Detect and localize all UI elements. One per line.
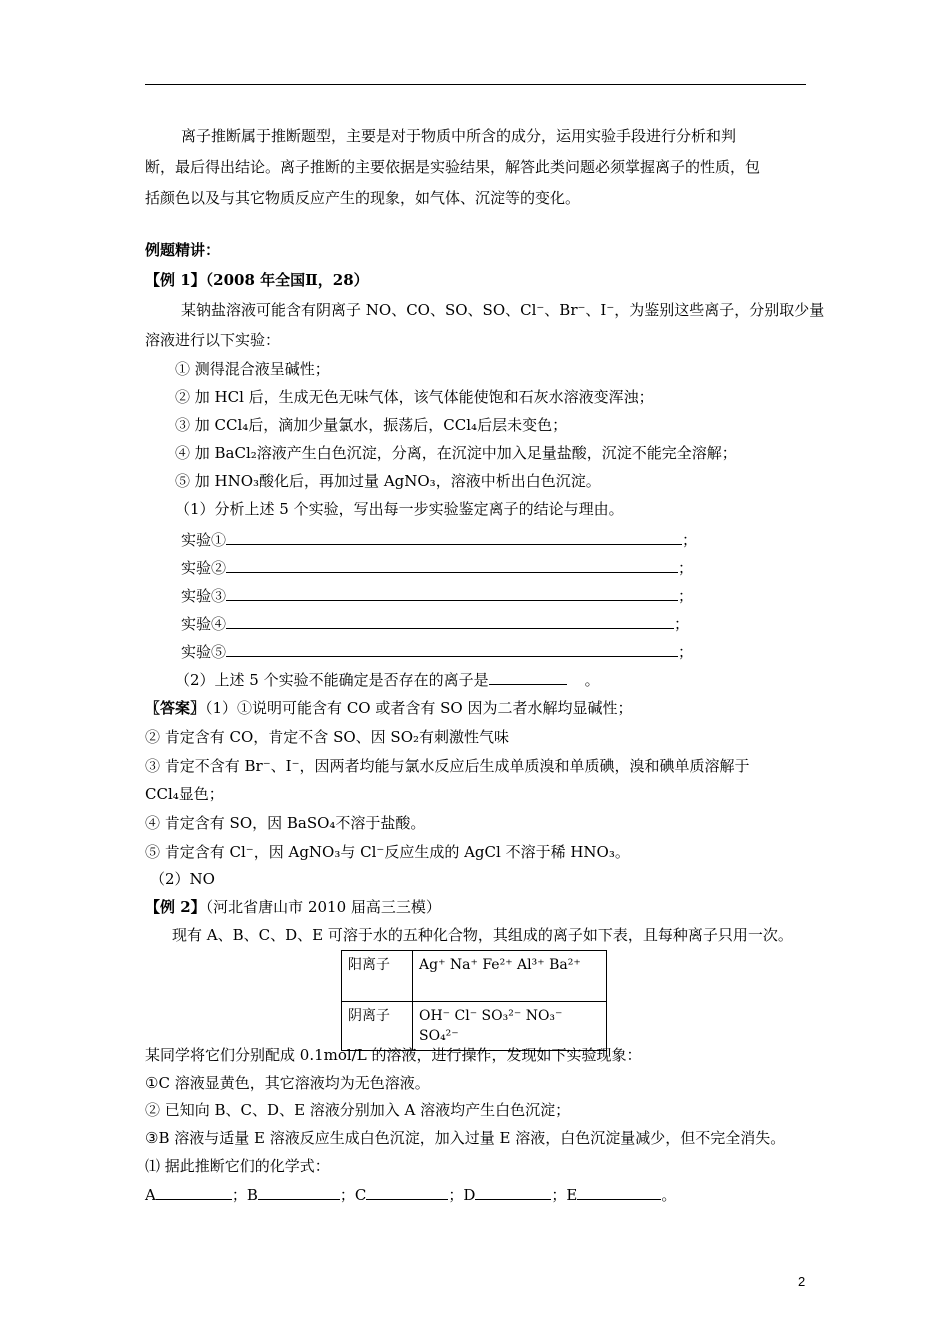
example-2-line-2: ①C 溶液显黄色，其它溶液均为无色溶液。 (145, 1074, 430, 1092)
example-1-tag: 【例 1】 (145, 271, 206, 289)
ion-table (341, 950, 607, 1051)
question-1: （1）分析上述 5 个实验，写出每一步实验鉴定离子的结论与理由。 (175, 500, 624, 518)
formula-blanks (145, 1184, 676, 1205)
formula-label-d: ；D (448, 1186, 476, 1204)
example-2-line-4: ③B 溶液与适量 E 溶液反应生成白色沉淀，加入过量 E 溶液，白色沉淀量减少，但不完全消失。 (145, 1129, 786, 1147)
example-2-heading (145, 897, 441, 917)
intro-line-2: 断，最后得出结论。离子推断的主要依据是实验结果，解答此类问题必须掌握离子的性质，包 (145, 158, 761, 176)
answer-line-3: ③ 肯定不含有 Br⁻、I⁻，因两者均能与氯水反应后生成单质溴和单质碘，溴和碘单质溶解于 (145, 757, 750, 775)
answer-line-4: CCl₄显色； (145, 785, 224, 803)
step-3: ③ 加 CCl₄后，滴加少量氯水，振荡后，CCl₄后层未变色； (175, 416, 568, 434)
question-2-end: 。 (584, 671, 600, 689)
cation-label: 阳离子 (342, 951, 413, 1002)
blank-end-1: ； (682, 531, 698, 549)
formula-blank-b[interactable] (258, 1184, 340, 1200)
table-row (342, 951, 607, 1002)
formula-blank-e[interactable] (577, 1184, 661, 1200)
blank-line-4 (181, 613, 689, 634)
answer-blank-1[interactable] (226, 529, 682, 545)
anion-list: OH⁻ Cl⁻ SO₃²⁻ NO₃⁻ SO₄²⁻ (413, 1002, 607, 1051)
question-2 (175, 669, 600, 690)
answer-line-6: ⑤ 肯定含有 Cl⁻，因 AgNO₃与 Cl⁻反应生成的 AgCl 不溶于稀 HNO₃。 (145, 843, 630, 861)
answer-blank-2[interactable] (226, 557, 678, 573)
answer-line-1 (145, 698, 632, 718)
blank-end-2: ； (678, 559, 694, 577)
intro-line-3: 括颜色以及与其它物质反应产生的现象，如气体、沉淀等的变化。 (145, 189, 581, 207)
example-1-stem-1: 某钠盐溶液可能含有阴离子 NO、CO、SO、SO、Cl⁻、Br⁻、I⁻，为鉴别这些离子，分别取少量 (181, 301, 825, 319)
formula-blank-d[interactable] (475, 1184, 551, 1200)
formula-label-b: ；B (231, 1186, 258, 1204)
example-1-source: （2008 年全国Ⅱ，28） (205, 271, 369, 289)
blank-label-5: 实验⑤ (181, 643, 227, 661)
step-4: ④ 加 BaCl₂溶液产生白色沉淀，分离，在沉淀中加入足量盐酸，沉淀不能完全溶解； (175, 444, 737, 462)
blank-line-5 (181, 641, 693, 662)
answer-tag: 〖答案〗 (145, 699, 206, 717)
formula-label-a: A (145, 1186, 156, 1204)
example-2-stem: 现有 A、B、C、D、E 可溶于水的五种化合物，其组成的离子如下表，且每种离子只用一次。 (172, 926, 793, 944)
example-2-source: （河北省唐山市 2010 届高三三模） (205, 898, 441, 916)
answer-blank-4[interactable] (226, 613, 674, 629)
blank-line-3 (181, 585, 693, 606)
question-2-blank[interactable] (489, 669, 567, 685)
step-1: ① 测得混合液呈碱性； (175, 360, 330, 378)
example-2-line-1: 某同学将它们分别配成 0.1mol/L 的溶液，进行操作，发现如下实验现象： (145, 1046, 642, 1064)
blank-line-1 (181, 529, 697, 550)
blank-label-1: 实验① (181, 531, 227, 549)
example-2-line-3: ② 已知向 B、C、D、E 溶液分别加入 A 溶液均产生白色沉淀； (145, 1101, 571, 1119)
example-1-heading (145, 270, 369, 290)
step-5: ⑤ 加 HNO₃酸化后，再加过量 AgNO₃，溶液中析出白色沉淀。 (175, 472, 601, 490)
example-2-tag: 【例 2】 (145, 898, 206, 916)
formula-blank-a[interactable] (156, 1184, 232, 1200)
blank-end-5: ； (678, 643, 694, 661)
blank-label-2: 实验② (181, 559, 227, 577)
blank-end-3: ； (678, 587, 694, 605)
step-2: ② 加 HCl 后，生成无色无味气体，该气体能使饱和石灰水溶液变浑浊； (175, 388, 654, 406)
answer-blank-3[interactable] (226, 585, 678, 601)
answer-blank-5[interactable] (226, 641, 678, 657)
formula-label-e: ；E (551, 1186, 578, 1204)
answer-text-1: （1）①说明可能含有 CO 或者含有 SO 因为二者水解均显碱性； (205, 699, 633, 717)
formula-blank-c[interactable] (366, 1184, 448, 1200)
anion-label: 阴离子 (342, 1002, 413, 1051)
formula-end: 。 (661, 1186, 677, 1204)
intro-line-1: 离子推断属于推断题型，主要是对于物质中所含的成分，运用实验手段进行分析和判 (181, 127, 737, 145)
blank-label-4: 实验④ (181, 615, 227, 633)
blank-label-3: 实验③ (181, 587, 227, 605)
cation-list: Ag⁺ Na⁺ Fe²⁺ Al³⁺ Ba²⁺ (413, 951, 607, 1002)
page-number: 2 (798, 1274, 806, 1289)
example-1-stem-2: 溶液进行以下实验： (145, 331, 281, 349)
example-2-line-5: ⑴ 据此推断它们的化学式： (145, 1157, 330, 1175)
header-rule (145, 84, 806, 85)
formula-label-c: ；C (339, 1186, 367, 1204)
section-title: 例题精讲： (145, 241, 221, 259)
blank-end-4: ； (674, 615, 690, 633)
blank-line-2 (181, 557, 693, 578)
question-2-text: （2）上述 5 个实验不能确定是否存在的离子是 (175, 671, 489, 689)
answer-line-5: ④ 肯定含有 SO，因 BaSO₄不溶于盐酸。 (145, 814, 426, 832)
table-row (342, 1002, 607, 1051)
answer-line-2: ② 肯定含有 CO，肯定不含 SO、因 SO₂有刺激性气味 (145, 728, 510, 746)
answer-line-7: （2）NO (150, 870, 215, 888)
